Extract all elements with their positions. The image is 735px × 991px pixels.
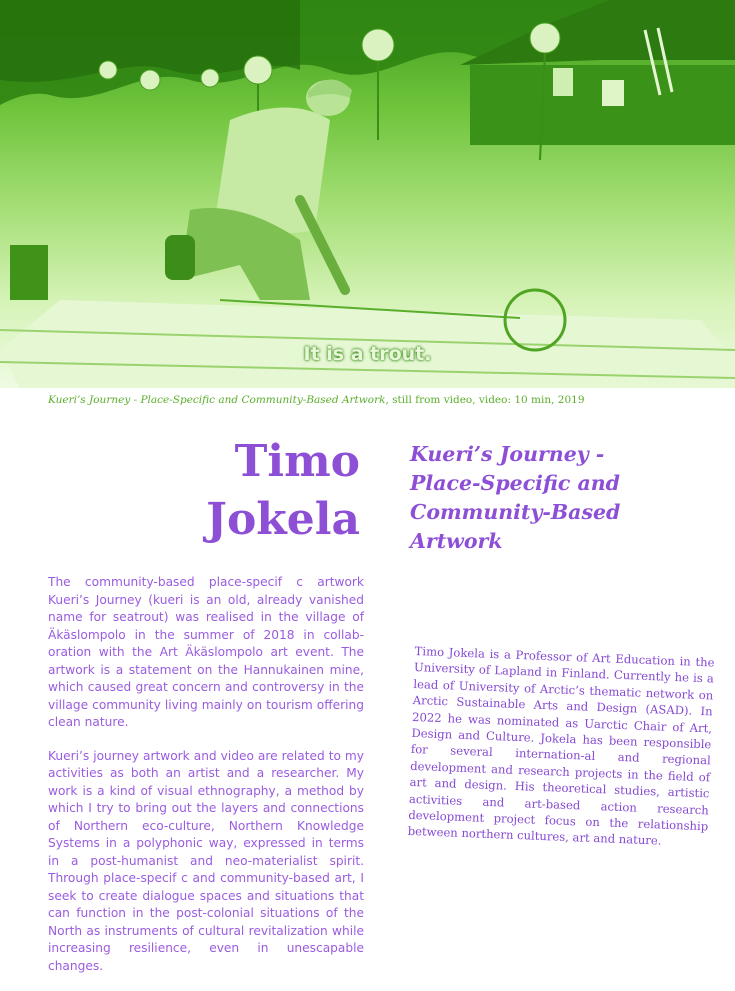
kneeling-person	[165, 79, 352, 300]
photo-illustration	[0, 0, 735, 388]
artist-last-name: Jokela	[206, 494, 360, 545]
artwork-title-line: Community-Based	[410, 500, 621, 524]
artwork-title-line: Place-Specific and	[410, 471, 621, 495]
artwork-title-line: Kueri’s Journey -	[410, 442, 605, 466]
artist-name	[170, 433, 360, 549]
photo-caption	[48, 394, 708, 406]
caption-artwork-title: Kueri’s Journey - Place-Specific and Community-Based Artwork	[48, 394, 386, 406]
artwork-description	[48, 574, 364, 991]
caption-details: , still from video, video: 10 min, 2019	[385, 394, 585, 406]
artwork-title	[410, 440, 710, 556]
description-paragraph: Kueri’s journey artwork and video are related to my activities as both an artist and a researcher. My work is a kind of visual ethnography, a method by which I try to bring out the layers and connections of Northern eco-culture, Northern Knowledge Systems in a polyphonic way, expressed in terms in a post-humanist and neo-materialist spirit. Through place-specif c and community-based art, I seek to create dialogue spaces and situations that can function in the post-colonial situations of the North as instruments of cultural revitalization while increasing resilience, even in unescapable changes.	[48, 748, 364, 973]
video-still-photo	[0, 0, 735, 388]
video-subtitle: It is a trout.	[303, 343, 432, 365]
artist-first-name: Timo	[234, 436, 360, 487]
description-paragraph: The community-based place-specif c artwork Kueri’s Journey (kueri is an old, already vanished name for seatrout) was realised in the village of Äkäslompolo in the summer of 2018 in collab-oration with the Art Äkäslompolo art event. The artwork is a statement on the Hannukainen mine, which caused great concern and controversy in the village community living mainly on tourism offering clean nature.	[48, 575, 364, 729]
artwork-title-line: Artwork	[410, 529, 503, 553]
artist-bio: Timo Jokela is a Professor of Art Education in the University of Lapland in Finland. Currently he is a lead of University of Arctic’s thematic network on Arctic Sustainable Arts and Design (ASAD). In 2022 he was nominated as Uarctic Chair of Art, Design and Culture. Jokela has been responsible for several internation-al and regional development and research projects in the field of art and design. His theoretical studies, artistic activities and art-based action research development project focus on the relationship between northern cultures, art and nature.	[407, 643, 715, 849]
